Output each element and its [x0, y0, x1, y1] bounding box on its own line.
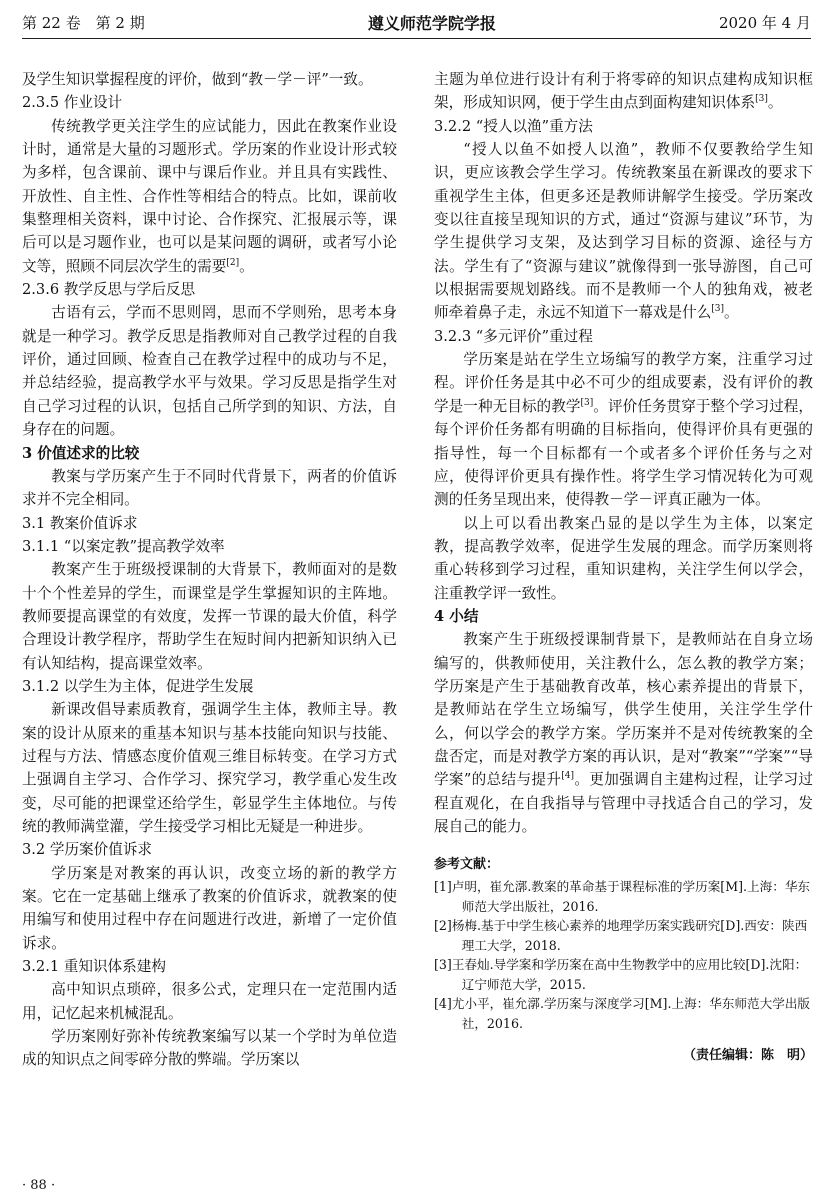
section-heading: [22, 442, 397, 465]
paragraph-text: 3.1.2 以学生为主体，促进学生发展: [22, 677, 254, 695]
body-paragraph: [22, 68, 397, 91]
citation-marker: [3]: [711, 304, 725, 315]
section-heading: [22, 512, 397, 535]
section-heading: [434, 115, 813, 138]
paragraph-text: 学历案是对教案的再认识，改变立场的新的教学方案。它在一定基础上继承了教案的价值诉求，就教案的使用编写和使用过程中存在问题进行改进，新增了一定价值诉求。: [22, 864, 397, 952]
reference-list: [434, 877, 813, 1033]
body-paragraph: [434, 512, 813, 605]
paragraph-text: 教案与学历案产生于不同时代背景下，两者的价值诉求并不完全相同。: [22, 467, 397, 509]
body-paragraph: [434, 138, 813, 325]
reference-item: [4]尤小平，崔允漷.学历案与深度学习[M].上海：华东师范大学出版社，2016.: [434, 996, 811, 1031]
paragraph-text: 学历案刚好弥补传统教案编写以某一个学时为单位造成的知识点之间零碎分散的弊端。学历案以: [22, 1028, 397, 1069]
paragraph-text: 3.2 学历案价值诉求: [22, 841, 153, 859]
section-heading: [22, 278, 397, 301]
body-paragraph: [22, 698, 397, 838]
page-number: · 88 ·: [22, 1178, 56, 1193]
paragraph-text: “授人以鱼不如授人以渔”，教师不仅要教给学生知识，更应该教会学生学习。传统教案虽在新课改的要求下重视学生主体，但更多还是教师讲解学生接受。学历案改变以往直接呈现知识的方式，通过“资源与建议”环节，为学生提供学习支架，及达到学习目标的资源、途径与方法。学生有了“资源与建议”就像得到一张导游图，自己可以根据需要规划路线。而不是教师一个人的独角戏，被老师牵着鼻子走，永远不知道下一幕戏是什么: [434, 141, 813, 322]
paragraph-text: 3 价值述求的比较: [22, 444, 140, 462]
paragraph-text: 古语有云，学而不思则罔，思而不学则殆，思考本身就是一种学习。教学反思是指教师对自己教学过程的自我评价，通过回顾、检查自己在教学过程中的成功与不足，并总结经验，提高教学水平与效果。学习反思是指学生对自己学习过程的认识，包括自己所学到的知识、方法，自身存在的问题。: [22, 304, 397, 439]
body-paragraph: [22, 1025, 397, 1072]
section-heading: [434, 605, 813, 628]
paragraph-text-tail: 。: [239, 257, 254, 275]
header-rule: [22, 38, 811, 39]
body-paragraph: [434, 628, 813, 838]
body-paragraph: [22, 115, 397, 278]
journal-title: 遵义师范学院学报: [367, 13, 496, 33]
paragraph-text-tail: 。评价任务贯穿于整个学习过程，每个评价任务都有明确的目标指向，使得评价具有更强的指导性，每一个目标都有一个或者多个评价任务与之对应，使得评价更具有操作性。将学生学习情况转化为可观测的任务呈现出来，使得教－学－评真正融为一体。: [434, 397, 813, 509]
paragraph-text: 4 小结: [434, 607, 479, 625]
paragraph-text: 传统教学更关注学生的应试能力，因此在教案作业设计时，通常是大量的习题形式。学历案的作业设计形式较为多样，包含课前、课中与课后作业。并且具有实践性、开放性、自主性、合作性等相结合的特点。比如，课前收集整理相关资料，课中讨论、合作探究、汇报展示等，课后可以是习题作业，也可以是某问题的调研，或者写小论文等，照顾不同层次学生的需要: [22, 117, 397, 275]
section-heading: [22, 91, 397, 114]
paragraph-text: 3.2.3 “多元评价”重过程: [434, 327, 593, 345]
right-column: [434, 68, 813, 1065]
running-header: [22, 8, 811, 36]
paragraph-text-tail: 。更加强调自主建构过程，让学习过程直观化，在自我指导与管理中寻找适合自己的学习，发展自己的能力。: [434, 771, 813, 835]
section-heading: [22, 838, 397, 861]
paragraph-text: 以上可以看出教案凸显的是以学生为主体，以案定教，提高教学效率，促进学生发展的理念。而学历案则将重心转移到学习过程，重知识建构，关注学生何以学会，注重教学评一致性。: [434, 514, 813, 602]
reference-item: [3]王春灿.导学案和学历案在高中生物教学中的应用比较[D].沈阳：辽宁师范大学，2015.: [434, 957, 808, 992]
paragraph-text: 教案产生于班级授课制的大背景下，教师面对的是数十个个性差异的学生，而课堂是学生掌握知识的主阵地。教师要提高课堂的有效度，发挥一节课的最大价值，科学合理设计教学程序，帮助学生在短时间内把新知识纳入已有认知结构，提高课堂效率。: [22, 561, 397, 672]
citation-marker: [4]: [561, 771, 575, 782]
paragraph-text: 3.1 教案价值诉求: [22, 514, 138, 532]
paragraph-text: 3.1.1 “以案定教”提高教学效率: [22, 537, 225, 555]
paragraph-text-tail: 。: [724, 304, 739, 322]
paragraph-text: 学历案是站在学生立场编写的教学方案，注重学习过程。评价任务是其中必不可少的组成要素，没有评价的教学是一种无目标的教学: [434, 351, 813, 415]
issue-date: 2020 年 4 月: [718, 13, 811, 32]
paragraph-text: 3.2.1 重知识体系建构: [22, 958, 166, 976]
body-paragraph: [22, 862, 397, 955]
reference-item: [2]杨梅.基于中学生核心素养的地理学历案实践研究[D].西安：陕西理工大学，2018.: [434, 918, 808, 953]
body-paragraph: [22, 558, 397, 675]
body-paragraph: [434, 348, 813, 511]
citation-marker: [2]: [226, 257, 240, 268]
paragraph-text: 2.3.5 作业设计: [22, 94, 123, 112]
section-heading: [22, 675, 397, 698]
reference-item: [1]卢明，崔允漷.教案的革命基于课程标准的学历案[M].上海：华东师范大学出版社，2016.: [434, 879, 811, 914]
citation-marker: [3]: [580, 397, 594, 408]
section-heading: [22, 535, 397, 558]
paragraph-text: 及学生知识掌握程度的评价，做到“教－学－评”一致。: [22, 71, 373, 88]
body-paragraph: [22, 301, 397, 441]
body-paragraph: [434, 68, 813, 115]
section-heading: [22, 955, 397, 978]
references: [434, 856, 813, 1065]
body-paragraph: [22, 465, 397, 512]
paragraph-text: 教案产生于班级授课制背景下，是教师站在自身立场编写的，供教师使用，关注教什么，怎么教的教学方案；学历案是产生于基础教育改革，核心素养提出的背景下，是教师站在学生立场编写，供学生使用，关注学生学什么，何以学会的教学方案。学历案并不是对传统教案的全盘否定，而是对教学方案的再认识，是对“教案”“学案”“导学案”的总结与提升: [434, 631, 813, 789]
paragraph-text: 2.3.6 教学反思与学后反思: [22, 281, 196, 299]
paragraph-text: 主题为单位进行设计有利于将零碎的知识点建构成知识框架，形成知识网，便于学生由点到面构建知识体系: [434, 71, 813, 112]
editor-credit: （责任编辑：陈 明）: [682, 1048, 813, 1064]
right-column-body: [434, 68, 813, 838]
paragraph-text-tail: 。: [767, 94, 783, 112]
left-column: [22, 68, 397, 1072]
body-paragraph: [22, 978, 397, 1025]
paragraph-text: 高中知识点琐碎，很多公式，定理只在一定范围内适用，记忆起来机械混乱。: [22, 981, 397, 1022]
paragraph-text: 新课改倡导素质教育，强调学生主体，教师主导。教案的设计从原来的重基本知识与基本技能向知识与技能、过程与方法、情感态度价值观三维目标转变。在学习方式上强调自主学习、合作学习、探究学习，教学重心发生改变，尽可能的把课堂还给学生，彰显学生主体地位。与传统的教师满堂灌，学生接受学习相比无疑是一种进步。: [22, 701, 397, 835]
section-heading: [434, 325, 813, 348]
references-heading: 参考文献：: [434, 857, 500, 873]
citation-marker: [3]: [755, 94, 768, 105]
volume-issue: 第 22 卷 第 2 期: [22, 13, 145, 32]
paragraph-text: 3.2.2 “授人以渔”重方法: [434, 117, 593, 135]
